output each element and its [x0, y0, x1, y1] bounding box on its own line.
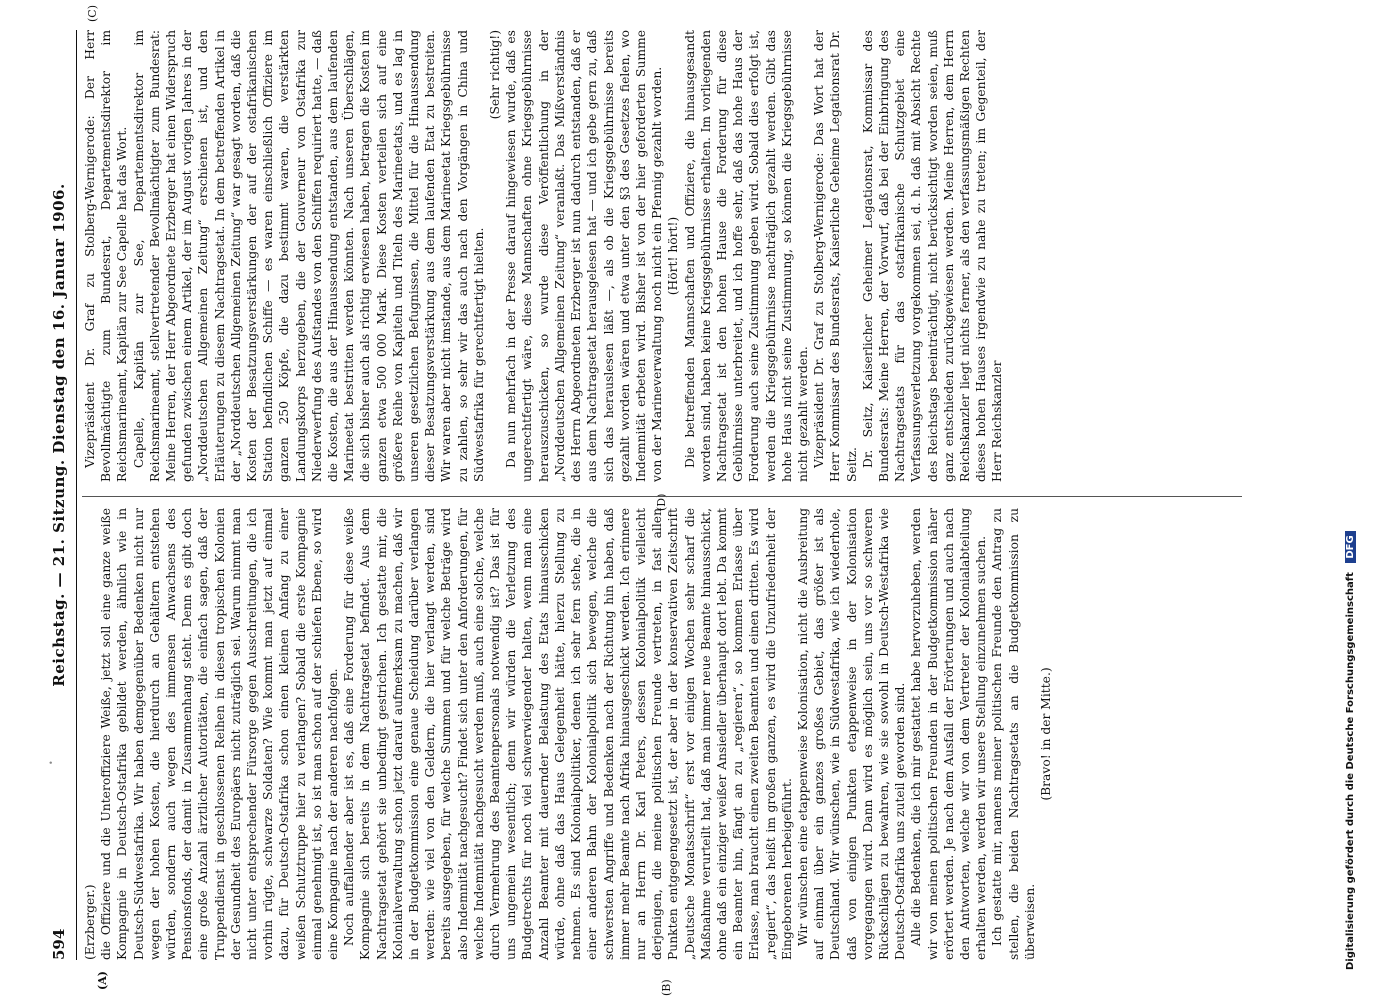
- column-divider: [82, 496, 1242, 497]
- paragraph: Vizepräsident Dr. Graf zu Stolberg-Wernigerode: Das Wort hat der Herr Kommissar des Bundesrats, Kaiserliche Geheime Legationsrat Dr. Seitz.: [812, 30, 859, 482]
- interjection: (Hört! hört!): [666, 216, 681, 296]
- paragraph: Die betreffenden Mannschaften und Offiziere, die hinausgesandt worden sind, haben keine Kriegsgebührnisse erhalten. Im vorliegenden Nachtragsetat ist den hohen Hause die Forderung für diese Gebührnisse unterbreitet, und ich hoffe sehr, daß das hohe Haus der Forderung auch seine Zustimmung geben wird. Sobald dies erfolgt ist, werden die Kriegsgebührnisse nachträglich gezahlt werden. Gibt das hohe Haus nicht seine Zustimmung, so können die Kriegsgebührnisse nicht gezahlt werden.: [682, 30, 810, 482]
- interjection: (Bravo! in der Mitte.): [1038, 667, 1053, 801]
- paragraph: Vizepräsident Dr. Graf zu Stolberg-Wernigerode: Der Herr Bevollmächtigte zum Bundesrat, Departementsdirektor im Reichsmarineamt, Kapitän zur See Capelle hat das Wort.: [83, 30, 130, 482]
- credit-text: Digitalisierung gefördert durch die Deutsche Forschungsgemeinschaft: [1345, 572, 1356, 970]
- dfg-logo: DFG: [1345, 531, 1356, 562]
- left-column: [82, 508, 1054, 960]
- header-rule: [76, 30, 77, 960]
- running-title: Reichstag. — 21. Sitzung. Dienstag den 16. Januar 1906.: [50, 183, 68, 687]
- speaker-label: (Erzberger.): [83, 884, 97, 960]
- paragraph: Capelle, Kapitän zur See, Departementsdirektor im Reichsmarineamt, stellvertretender Bevollmächtigter zum Bundesrat: Meine Herren, der Herr Abgeordnete Erzberger hat einen Widerspruch gefunden zwischen einem Artikel, der im August vorigen Jahres in der „Norddeutschen Allgemeinen Zeitung“ erschienen ist, und den Erläuterungen zu diesem Nachtragsetat. In dem betreffenden Artikel in der „Norddeutschen Allgemeinen Zeitung“ war gesagt worden, daß die Kosten der Besatzungsverstärkungen der auf der ostafrikanischen Station befindlichen Schiffe — es waren einschließlich Offiziere im ganzen 250 Köpfe, die dazu bestimmt waren, die verstärkten Landungskorps herzugeben, die der Gouverneur von Ostafrika zur Niederwerfung des Aufstandes von den Schiffen requiriert hatte, — daß die Kosten, die aus der Hinaussendung entstanden, aus dem laufenden Marineetat bestritten werden könnten. Nach unseren Überschlägen, die sich bisher auch als richtig erwiesen haben, betragen die Kosten im ganzen etwa 500 000 Mark. Diese Kosten verteilen sich auf eine größere Reihe von Kapiteln und Titeln des Marineetats, und es lag in unseren gesetzlichen Befugnissen, die Mittel für die Hinaussendung dieser Besatzungsverstärkung aus dem laufenden Etat zu bestreiten. Wir waren aber nicht imstande, aus dem Marineetat Kriegsgebührnisse zu zahlen, so sehr wir das auch nach den Vorgängen in China und Südwestafrika für gerechtfertigt hielten.: [131, 30, 486, 482]
- paragraph: Ich gestatte mir, namens meiner politischen Freunde den Antrag zu stellen, die beiden Nachtragsetats an die Budgetkommission zu überweisen.: [990, 508, 1037, 960]
- margin-mark-d: (D): [655, 493, 668, 511]
- margin-mark-c: (C): [86, 5, 99, 22]
- paragraph: die Offiziere und die Unteroffiziere Weiße, jetzt soll eine ganze weiße Kompagnie in Deutsch-Ostafrika gebildet werden, ähnlich wie in Deutsch-Südwestafrika. Wir haben demgegenüber Bedenken nicht nur wegen der hohen Kosten, die hierdurch an Gehältern entstehen würden, sondern auch wegen des immensen Anwachsens des Pensionsfonds, der damit in Zusammenhang steht. Denn es gibt doch eine große Anzahl ärztlicher Autoritäten, die einfach sagen, daß der Truppendienst in geschlossenen Reihen in diesen tropischen Kolonien der Gesundheit des Europäers nicht zuträglich sei. Warum nimmt man nicht unter entsprechender Fürsorge gegen Ausschreitungen, die ich vorhin rügte, schwarze Soldaten? Wie kommt man jetzt auf einmal dazu, für Deutsch-Ostafrika schon einen kleinen Anfang zu einer weißen Schutztruppe hier zu verlangen? Sobald die erste Kompagnie einmal genehmigt ist, so ist man schon auf der schiefen Ebene, so wird eine Kompagnie nach der anderen nachfolgen.: [99, 508, 341, 960]
- interjection: (Sehr richtig!): [488, 30, 503, 120]
- paragraph: Wir wünschen eine etappenweise Kolonisation, nicht die Ausbreitung auf einmal über ein ganzes großes Gebiet, das größer ist als Deutschland. Wir wünschen, wie in Südwestafrika, wie ich wiederhole, daß von einigen Punkten etappenweise in der Kolonisation vorgegangen wird. Dann wird es möglich sein, uns vor so schweren Rückschlägen zu bewahren, wie sie sowohl in Deutsch-Westafrika wie Deutsch-Ostafrika uns zuteil geworden sind.: [795, 508, 908, 960]
- paragraph: Da nun mehrfach in der Presse darauf hingewiesen wurde, daß es ungerechtfertigt wäre, diese Mannschaften ohne Kriegsgebührnisse herauszuschicken, so wurde diese Veröffentlichung in der „Norddeutschen Allgemeinen Zeitung“ veranlaßt. Das Mißverständnis des Herrn Abgeordneten Erzberger ist nun dadurch entstanden, daß er aus dem Nachtragsetat herausgelesen hat — und ich gebe gern zu, daß sich das herauslesen läßt —, als ob die Kriegsgebührnisse bereits gezahlt worden wären und etwa unter den §3 des Gesetzes fielen, wo Indemnität erbeten wird. Bisher ist von der hier geforderten Summe von der Marineverwaltung noch nicht ein Pfennig gezahlt worden.: [504, 30, 665, 482]
- margin-mark-b: (B): [660, 979, 673, 996]
- paragraph: Alle die Bedenken, die ich mir gestattet habe hervorzuheben, werden wir von meinen politischen Freunden in der Budgetkommission näher erörtert werden. Je nach dem Ausfall der Erörterungen und auch nach den Antworten, welche wir von dem Vertreter der Kolonialabteilung erhalten werden, werden wir unsere Stellung einzunehmen suchen.: [909, 508, 989, 960]
- paragraph: Dr. Seitz, Kaiserlicher Geheimer Legationsrat, Kommissar des Bundesrats: Meine Herren, der Vorwurf, daß bei der Einbringung des Nachtragsetats für das ostafrikanische Schutzgebiet eine Verfassungsverletzung vorgekommen sei, d. h. daß mit Absicht Rechte des Reichstags beeinträchtigt, nicht berücksichtigt worden seien, muß ganz entschieden zurückgewiesen werden. Meine Herren, dem Herrn Reichskanzler liegt nichts ferner, als den verfassungsmäßigen Rechten dieses hohen Hauses irgendwie zu nahe zu treten; im Gegenteil, der Herr Reichskanzler: [860, 30, 1005, 482]
- page-header: [48, 30, 74, 960]
- digitization-credit: [1345, 30, 1356, 970]
- page-number: 594: [50, 928, 68, 960]
- paragraph: Noch auffallender aber ist es, daß eine Forderung für diese weiße Kompagnie sich bereits in dem Nachtragsetat befindet. Aus dem Nachtragsetat gehört sie unbedingt gestrichen. Ich gestatte mir, die Kolonialverwaltung schon jetzt darauf aufmerksam zu machen, daß wir in der Budgetkommission eine genaue Scheidung darüber verlangen werden: wie viel von den Geldern, die hier verlangt werden, sind bereits ausgegeben, für welche Summen und für welche Beträge wird also Indemnität nachgesucht? Findet sich unter den Anforderungen, für welche Indemnität nachgesucht werden muß, auch eine solche, welche durch Vermehrung des Beamtenpersonals notwendig ist? Das ist für uns ungemein wesentlich; denn wir würden die Verletzung des Budgetrechts für noch viel schwerwiegender halten, wenn man eine Anzahl Beamter mit dauernder Belastung des Etats hinausschicken würde, ohne daß das Haus Gelegenheit hätte, hierzu Stellung zu nehmen. Es sind Kolonialpolitiker, denen ich sehr fern stehe, die in einer anderen Bahn der Kolonialpolitik sich bewegen, welche die schwersten Angriffe und Bedenken nach der Richtung hin haben, daß immer mehr Beamte nach Afrika hinausgeschickt werden. Ich erinnere nur an Herrn Dr. Karl Peters, dessen Kolonialpolitik vielleicht derjenigen, die meine politischen Freunde vertreten, in fast allen Punkten entgegengesetzt ist, der aber in der konservativen Zeitschrift „Deutsche Monatsschrift“ erst vor einigen Wochen sehr scharf die Maßnahme verurteilt hat, daß man immer neue Beamte hinausschickt, ohne daß ein einziger weißer Ansiedler überhaupt dort lebt. Da kommt ein Beamter hin, fängt an zu „regieren“, so kommen Erlasse über Erlasse, man braucht einen zweiten Beamten und einen dritten. Es wird „regiert“, das heißt im großen ganzen, es wird die Unzufriedenheit der Eingeborenen herbeigeführt.: [342, 508, 794, 960]
- right-column: [82, 30, 1006, 482]
- speck-mark: •: [47, 760, 56, 765]
- margin-mark-a: (A): [96, 971, 109, 990]
